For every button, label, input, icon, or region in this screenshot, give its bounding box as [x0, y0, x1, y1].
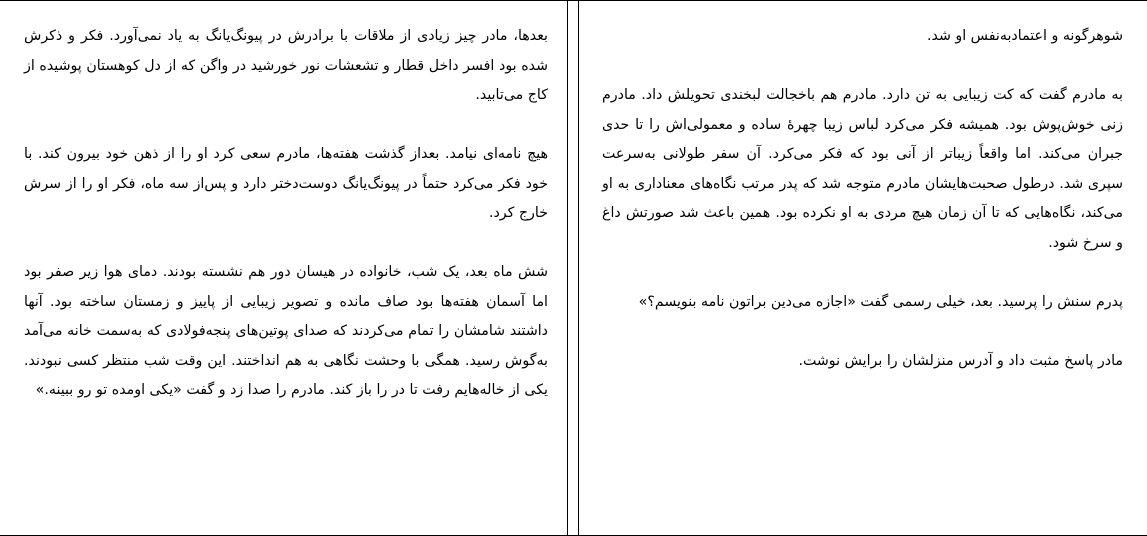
right-paragraph-1: شوهرگونه و اعتمادبه‌نفس او شد.	[927, 28, 1123, 44]
right-paragraph-3: پدرم سنش را پرسید. بعد، خیلی رسمی گفت «اجازه می‌دین براتون نامه بنویسم؟»	[638, 293, 1123, 310]
left-paragraph-1: بعدها، مادر چیز زیادی از ملاقات با برادرش در پیونگ‌یانگ به یاد نمی‌آورد. فکر و ذکرش شده بود افسر داخل قطار و تشعشات نور خورشید در واگن که از دل کوهستان پوشیده از کاج می‌تابید.	[24, 28, 548, 103]
left-paragraph-3: شش ماه بعد، یک شب، خانواده در هیسان دور هم نشسته بودند. دمای هوا زیر صفر بود اما آسمان هفته‌ها بود صاف مانده و تصویر زیبایی از پاییز و زمستان ساخته بود. آنها داشتند شامشان را تمام می‌کردند که صدای پوتین‌های پنجه‌فولادی که به‌سمت خانه می‌آمد به‌گوش رسید. همگی با وحشت نگاهی به هم انداختند. این وقت شب منتظر کسی نبودند. یکی از خاله‌هایم رفت تا در را باز کند. مادرم را صدا زد و گفت «یکی اومده تو رو ببینه.»	[24, 264, 548, 398]
right-paragraph-2: به مادرم گفت که کت زیبایی به تن دارد. مادرم هم باخجالت لبخندی تحویلش داد. مادرم زنی خوش‌پوش بود. همیشه فکر می‌کرد لباس زیبا چهرهٔ ساده و معمولی‌اش را تا حدی جبران می‌کند. اما واقعاً زیباتر از آنی بود که فکر می‌کرد. آن سفر طولانی به‌سرعت سپری شد. درطول صحبت‌هایشان مادرم متوجه شد که پدر مرتب نگاه‌های معناداری به او می‌کند، نگاه‌هایی که تا آن زمان هیچ مردی به او نکرده بود. همین باعث شد صورتش داغ و سرخ شود.	[602, 87, 1123, 251]
right-page	[602, 22, 1123, 406]
left-page	[24, 22, 548, 435]
right-paragraph-4: مادر پاسخ مثبت داد و آدرس منزلشان را برایش نوشت.	[798, 352, 1123, 369]
spine-divider-right	[578, 0, 579, 536]
page-top-border	[0, 0, 1147, 1]
left-paragraph-2: هیچ نامه‌ای نیامد. بعداز گذشت هفته‌ها، مادرم سعی کرد او را از ذهن خود بیرون کند. با خود فکر می‌کرد حتماً در پیونگ‌یانگ دوست‌دختر دارد و پس‌از سه ماه، فکر او را از سرش خارج کرد.	[24, 146, 548, 221]
spine-divider-left	[567, 0, 568, 536]
